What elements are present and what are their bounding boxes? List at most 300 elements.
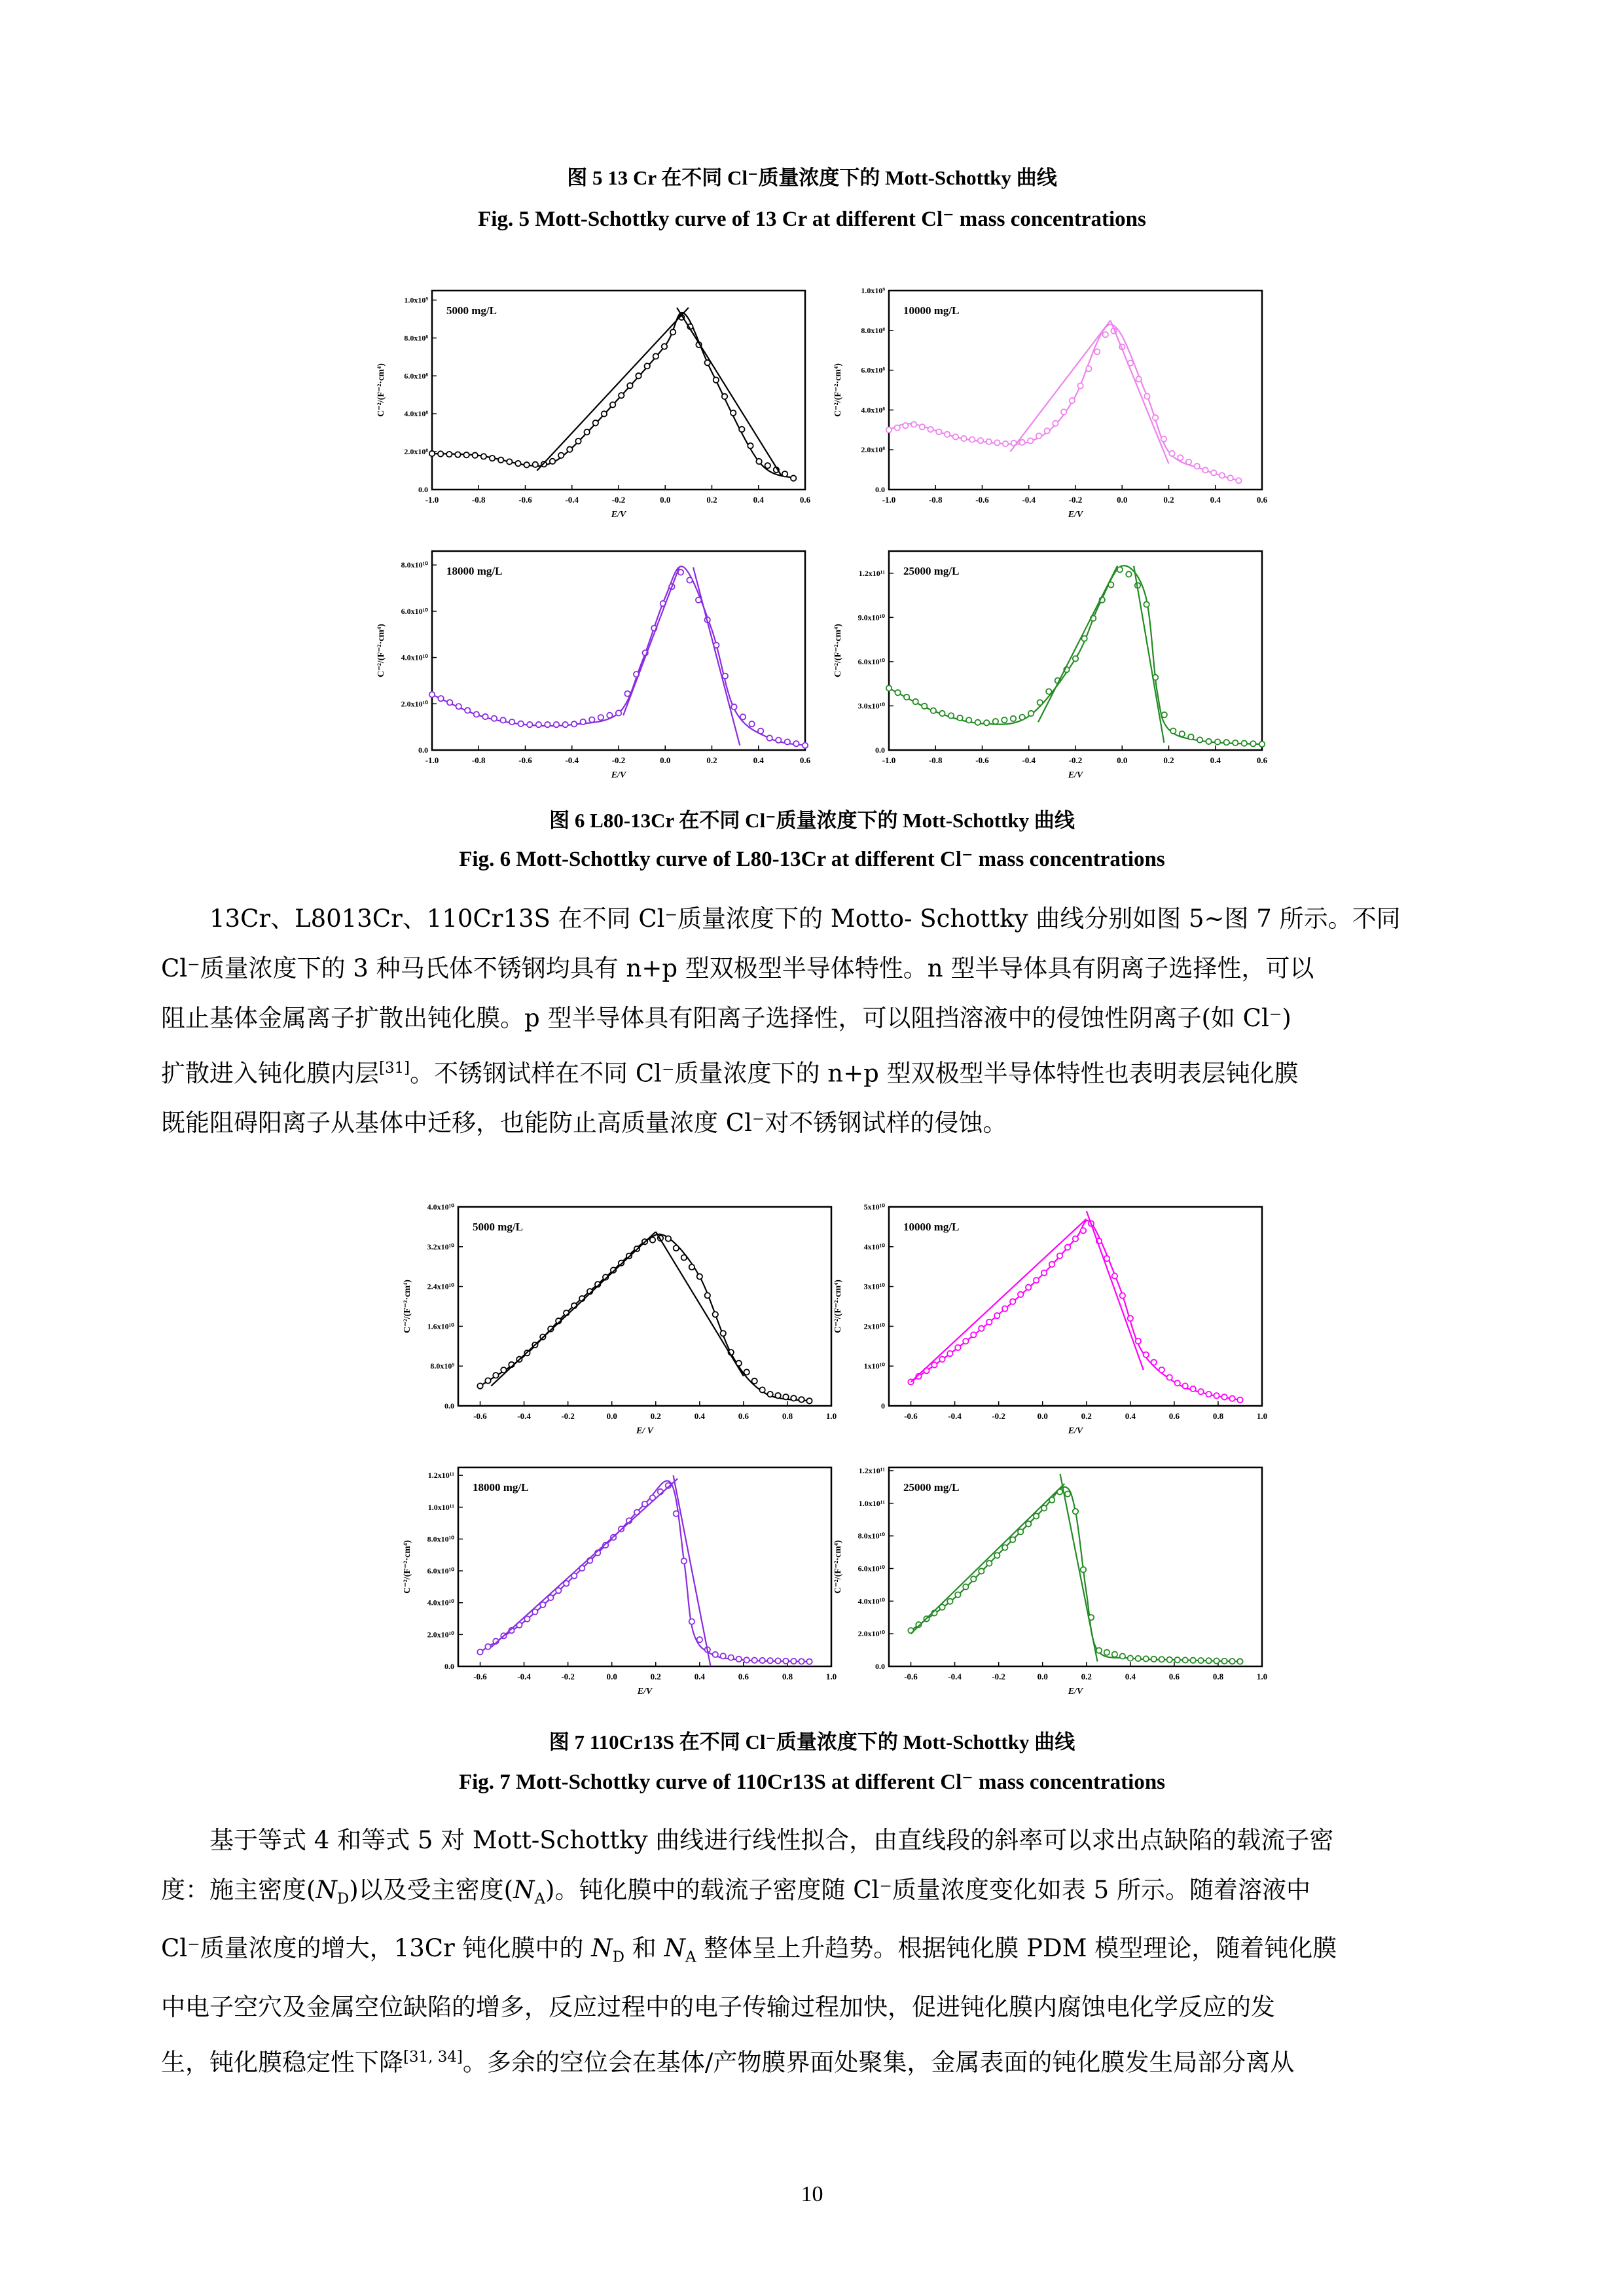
data-point <box>904 694 909 700</box>
data-point <box>945 431 950 437</box>
y-tick-label: 2.0x10¹⁰ <box>427 1630 454 1640</box>
data-point <box>947 1351 952 1356</box>
data-point <box>1169 451 1174 456</box>
citation-31: [31] <box>379 1060 410 1077</box>
fit-line <box>1010 321 1110 452</box>
data-point <box>490 456 495 461</box>
data-point <box>775 1393 780 1398</box>
y-tick-label: 6.0x10⁸ <box>861 365 885 375</box>
data-point <box>681 1255 687 1260</box>
data-point <box>1161 436 1166 441</box>
y-tick-label: 2.0x10¹⁰ <box>401 699 428 709</box>
data-point <box>1144 1656 1149 1661</box>
data-point <box>1011 716 1016 721</box>
y-tick-label: 1.2x10¹¹ <box>858 1465 885 1475</box>
fit-line <box>674 1475 711 1666</box>
data-point <box>1117 567 1123 572</box>
data-point <box>1224 740 1229 745</box>
data-point <box>895 425 900 430</box>
data-point <box>624 691 630 696</box>
y-tick-label: 0.0 <box>418 485 428 494</box>
x-tick-label: -0.6 <box>518 495 532 505</box>
data-point <box>636 373 641 378</box>
paragraph-1-line-1: 13Cr、L8013Cr、110Cr13S 在不同 Cl⁻质量浓度下的 Motto- Schottky 曲线分别如图 5~图 7 所示。不同 <box>209 905 1401 933</box>
paragraph-2 <box>161 1816 1464 2087</box>
data-point <box>895 690 900 695</box>
x-tick-label: -1.0 <box>882 495 896 505</box>
data-point <box>740 714 746 719</box>
data-point <box>1073 656 1078 661</box>
x-tick-label: -0.4 <box>517 1411 531 1421</box>
x-tick-label: -0.6 <box>904 1672 918 1681</box>
data-point <box>1136 1338 1141 1344</box>
data-point <box>799 1397 804 1402</box>
series-curve <box>480 1234 810 1401</box>
data-point <box>485 1378 490 1383</box>
data-point <box>939 711 945 716</box>
x-tick-label: -0.2 <box>992 1411 1005 1421</box>
data-point <box>1237 1659 1242 1664</box>
data-point <box>1002 1545 1007 1550</box>
data-point <box>1237 1397 1242 1403</box>
data-point <box>689 1619 695 1624</box>
x-tick-label: 0.6 <box>1168 1672 1180 1681</box>
x-tick-label: -0.8 <box>471 495 486 505</box>
data-point <box>1002 1306 1007 1311</box>
data-point <box>783 1659 788 1664</box>
data-point <box>1081 1567 1086 1572</box>
data-point <box>931 1362 937 1367</box>
paragraph-2-line-5-text-b: 。多余的空位会在基体/产物膜界面处聚集，金属表面的钝化膜发生局部分离从 <box>462 2048 1295 2077</box>
data-point <box>619 393 624 398</box>
panel-label: 18000 mg/L <box>473 1481 529 1494</box>
x-tick-label: -1.0 <box>882 755 896 765</box>
data-point <box>681 1558 687 1564</box>
x-tick-label: -0.6 <box>975 495 989 505</box>
paragraph-2-line-3-text-a: Cl⁻质量浓度的增大，13Cr 钝化膜中的 <box>161 1934 592 1963</box>
data-point <box>791 1395 796 1401</box>
data-point <box>507 459 512 464</box>
data-point <box>1096 1647 1102 1653</box>
data-point <box>1136 376 1141 382</box>
x-tick-label: -0.4 <box>517 1672 531 1681</box>
data-point <box>1151 1359 1157 1365</box>
data-point <box>1159 1367 1164 1372</box>
data-point <box>791 475 796 480</box>
data-point <box>1159 1657 1164 1662</box>
chart-svg <box>823 281 1275 529</box>
data-point <box>1259 742 1265 747</box>
y-tick-label: 0.0 <box>875 745 885 755</box>
data-point <box>1221 1659 1227 1664</box>
data-point <box>1041 1270 1047 1276</box>
data-point <box>545 722 550 727</box>
data-point <box>1250 741 1255 746</box>
fig6-caption-cn: 图 6 L80-13Cr 在不同 Cl⁻质量浓度下的 Mott-Schottky 曲线 <box>549 809 1075 832</box>
x-tick-label: -0.8 <box>928 755 943 765</box>
y-tick-label: 0.0 <box>875 485 885 494</box>
x-tick-label: 0.4 <box>1210 755 1221 765</box>
data-point <box>666 1236 671 1241</box>
data-point <box>744 1369 749 1374</box>
data-point <box>1081 1228 1086 1233</box>
fig6-caption-en: Fig. 6 Mott-Schottky curve of L80-13Cr at different Cl⁻ mass concentrations <box>459 848 1165 871</box>
symbol-na: N <box>664 1934 685 1963</box>
y-axis-label: C⁻²/(F⁻²·cm⁴) <box>403 1540 412 1594</box>
y-tick-label: 6.0x10¹⁰ <box>427 1566 454 1576</box>
data-point <box>1103 332 1108 337</box>
data-point <box>1151 1657 1157 1662</box>
fig5-caption-cn: 图 5 13 Cr 在不同 Cl⁻质量浓度下的 Mott-Schottky 曲线 <box>567 166 1057 189</box>
paragraph-2-line-2-text-a: 度：施主密度( <box>161 1876 316 1904</box>
x-tick-label: 0.6 <box>1168 1411 1180 1421</box>
x-tick-label: 0.2 <box>1081 1672 1092 1681</box>
y-tick-label: 4.0x10⁸ <box>404 409 428 419</box>
data-point <box>775 1658 780 1663</box>
data-point <box>598 715 604 720</box>
data-point <box>1174 1380 1180 1386</box>
chart-svg <box>393 1198 844 1445</box>
data-point <box>731 410 736 416</box>
data-point <box>1236 478 1241 483</box>
data-point <box>481 454 486 459</box>
data-point <box>518 721 524 726</box>
data-point <box>971 1332 976 1337</box>
data-point <box>955 1592 960 1597</box>
y-tick-label: 1.0x10¹¹ <box>427 1502 454 1512</box>
data-point <box>687 577 692 583</box>
data-point <box>1197 737 1202 742</box>
data-point <box>1242 740 1247 745</box>
paragraph-2-line-3-text-c: 整体呈上升趋势。根据钝化膜 PDM 模型理论，随着钝化膜 <box>696 1934 1337 1963</box>
x-tick-label: 1.0 <box>1256 1672 1268 1681</box>
data-point <box>554 722 559 727</box>
fit-line <box>1110 321 1168 464</box>
fig7-caption-en: Fig. 7 Mott-Schottky curve of 110Cr13S at different Cl⁻ mass concentrations <box>458 1770 1166 1794</box>
x-tick-label: 0.0 <box>1117 755 1128 765</box>
data-point <box>748 443 753 448</box>
symbol-na-subscript: A <box>534 1890 546 1908</box>
data-point <box>1003 441 1008 446</box>
data-point <box>1190 1386 1195 1391</box>
y-tick-label: 8.0x10¹⁰ <box>857 1531 885 1541</box>
data-point <box>971 1576 976 1581</box>
data-point <box>465 708 470 713</box>
data-point <box>1215 739 1220 744</box>
data-point <box>979 1568 984 1573</box>
y-tick-label: 2.4x10¹⁰ <box>427 1282 454 1291</box>
x-tick-label: 0.4 <box>1125 1672 1136 1681</box>
data-point <box>1010 1299 1015 1304</box>
x-tick-label: 0.0 <box>1037 1672 1048 1681</box>
fit-line <box>491 1479 677 1647</box>
data-point <box>1174 1657 1180 1662</box>
symbol-nd: N <box>316 1876 337 1904</box>
data-point <box>1188 734 1193 740</box>
data-point <box>739 427 744 432</box>
data-point <box>1227 475 1233 480</box>
data-point <box>524 462 529 467</box>
data-point <box>1073 1509 1078 1514</box>
data-point <box>713 1652 718 1657</box>
data-point <box>751 1657 757 1662</box>
data-point <box>984 720 989 725</box>
data-point <box>947 1598 952 1604</box>
y-tick-label: 4x10¹⁰ <box>863 1242 885 1251</box>
data-point <box>799 1659 804 1664</box>
panel-label: 10000 mg/L <box>903 304 960 317</box>
x-tick-label: -0.6 <box>975 755 989 765</box>
data-point <box>1178 455 1183 460</box>
plot-frame <box>889 1467 1262 1666</box>
x-tick-label: -0.2 <box>611 495 626 505</box>
data-point <box>1081 636 1087 641</box>
data-point <box>1198 1658 1203 1663</box>
x-tick-label: -0.2 <box>1068 495 1083 505</box>
chart-svg <box>823 1198 1275 1445</box>
data-point <box>744 1657 749 1662</box>
x-tick-label: 0.6 <box>799 755 811 765</box>
x-tick-label: -0.4 <box>565 755 579 765</box>
data-point <box>1070 398 1075 403</box>
data-point <box>1206 1658 1211 1663</box>
data-point <box>767 735 772 740</box>
data-point <box>1053 421 1058 426</box>
data-point <box>1120 1293 1125 1298</box>
x-axis-label: E/V <box>637 1687 653 1696</box>
x-tick-label: 0.6 <box>1256 495 1268 505</box>
x-axis-label: E/V <box>611 770 626 780</box>
page-number: 10 <box>801 2182 823 2206</box>
plot-frame <box>432 291 805 490</box>
y-tick-label: 1.2x10¹¹ <box>858 568 885 578</box>
x-tick-label: 0.2 <box>650 1672 661 1681</box>
x-axis-label: E/ V <box>636 1426 654 1436</box>
x-tick-label: 0.8 <box>782 1672 793 1681</box>
x-tick-label: -0.2 <box>992 1672 1005 1681</box>
x-tick-label: 0.0 <box>1037 1411 1048 1421</box>
y-tick-label: 2x10¹⁰ <box>863 1321 885 1331</box>
data-point <box>993 719 998 724</box>
y-axis-label: C⁻²/(F⁻²·cm⁴) <box>833 624 843 677</box>
data-point <box>455 452 460 457</box>
y-tick-label: 1.2x10¹¹ <box>427 1471 454 1480</box>
data-point <box>722 394 727 399</box>
data-point <box>922 704 927 709</box>
y-tick-label: 0.0 <box>444 1401 454 1410</box>
data-point <box>785 739 790 744</box>
data-point <box>978 438 983 443</box>
data-point <box>438 696 443 701</box>
plot-frame <box>889 291 1262 490</box>
data-point <box>463 452 469 457</box>
y-axis-label: C⁻²/(F⁻²·cm⁴) <box>833 1280 843 1333</box>
data-point <box>447 700 452 705</box>
fit-line <box>911 1219 1087 1382</box>
data-point <box>723 673 728 679</box>
x-axis-label: E/V <box>1068 510 1083 520</box>
chart-svg <box>393 1458 844 1706</box>
y-tick-label: 1.0x10⁹ <box>404 295 428 305</box>
y-tick-label: 4.0x10¹⁰ <box>857 1596 885 1606</box>
data-point <box>939 1357 945 1362</box>
symbol-nd-subscript: D <box>612 1948 625 1966</box>
data-point <box>509 719 514 725</box>
data-point <box>1034 1278 1039 1283</box>
data-point <box>581 719 586 725</box>
x-tick-label: -0.4 <box>948 1411 962 1421</box>
y-tick-label: 0.0 <box>875 1662 885 1671</box>
data-point <box>662 344 667 349</box>
x-tick-label: 0.6 <box>799 495 811 505</box>
fig7-caption-cn: 图 7 110Cr13S 在不同 Cl⁻质量浓度下的 Mott-Schottky 曲线 <box>549 1731 1075 1753</box>
data-point <box>602 411 607 416</box>
y-tick-label: 4.0x10¹⁰ <box>401 653 428 662</box>
data-point <box>1046 689 1051 694</box>
fig5-caption-en: Fig. 5 Mott-Schottky curve of 13 Cr at different Cl⁻ mass concentrations <box>478 207 1146 231</box>
data-point <box>1206 1391 1211 1397</box>
data-point <box>1112 1273 1117 1278</box>
data-point <box>650 1237 655 1242</box>
data-point <box>767 1391 772 1397</box>
x-tick-label: -1.0 <box>425 495 439 505</box>
data-point <box>721 1653 726 1659</box>
symbol-na: N <box>513 1876 535 1904</box>
fit-line <box>491 1232 655 1386</box>
data-point <box>776 738 781 743</box>
data-point <box>500 717 505 723</box>
x-tick-label: -0.6 <box>904 1411 918 1421</box>
x-tick-label: 0.0 <box>660 495 671 505</box>
fit-line <box>656 1232 744 1376</box>
x-tick-label: 0.0 <box>1117 495 1128 505</box>
y-tick-label: 1.0x10¹¹ <box>858 1498 885 1508</box>
x-tick-label: -0.8 <box>928 495 943 505</box>
data-point <box>1182 1657 1187 1662</box>
data-point <box>1186 459 1191 465</box>
data-point <box>986 1560 992 1566</box>
data-point <box>515 461 520 466</box>
x-tick-label: 0.4 <box>753 495 764 505</box>
series-curve <box>911 1221 1240 1400</box>
data-point <box>1166 1657 1172 1662</box>
data-point <box>1214 1658 1219 1663</box>
data-point <box>1036 433 1041 439</box>
chart-svg <box>823 542 1275 789</box>
x-tick-label: -0.2 <box>611 755 626 765</box>
x-tick-label: 0.6 <box>1256 755 1268 765</box>
citation-31-34: [31, 34] <box>403 2048 463 2066</box>
fig6-panel-5000 <box>367 281 818 529</box>
y-tick-label: 3x10¹⁰ <box>863 1282 885 1291</box>
data-point <box>969 437 975 442</box>
x-axis-label: E/V <box>1068 1426 1083 1436</box>
data-point <box>803 743 808 748</box>
y-tick-label: 3.0x10¹⁰ <box>857 701 885 711</box>
data-point <box>920 424 925 429</box>
data-point <box>696 598 701 603</box>
x-tick-label: -0.8 <box>471 755 486 765</box>
x-tick-label: 0.6 <box>738 1411 749 1421</box>
data-point <box>713 1312 718 1317</box>
data-point <box>558 453 564 458</box>
data-point <box>1028 438 1033 443</box>
plot-frame <box>432 551 805 750</box>
data-point <box>575 439 581 444</box>
data-point <box>1136 1656 1141 1661</box>
x-tick-label: -0.4 <box>1022 495 1036 505</box>
fig6-panel-25000 <box>823 542 1275 789</box>
data-point <box>527 722 532 727</box>
x-tick-label: 0.4 <box>1125 1411 1136 1421</box>
data-point <box>1073 1236 1078 1241</box>
data-point <box>765 463 770 468</box>
y-tick-label: 6.0x10⁸ <box>404 371 428 381</box>
data-point <box>729 1655 734 1660</box>
data-point <box>783 1394 788 1399</box>
x-tick-label: 0.4 <box>1210 495 1221 505</box>
data-point <box>966 717 971 723</box>
data-point <box>1195 463 1200 469</box>
fig6-panel-10000 <box>823 281 1275 529</box>
data-point <box>689 1265 695 1270</box>
y-tick-label: 4.0x10¹⁰ <box>427 1598 454 1607</box>
data-point <box>533 462 538 467</box>
chart-svg <box>823 1458 1275 1706</box>
paragraph-2-line-2-text-b: )以及受主密度( <box>349 1876 514 1904</box>
data-point <box>1190 1658 1195 1663</box>
data-point <box>1028 711 1034 716</box>
data-point <box>1229 1396 1235 1401</box>
data-point <box>948 713 954 718</box>
data-point <box>438 451 443 456</box>
fig7-panel-18000 <box>393 1458 844 1706</box>
data-point <box>1019 715 1024 720</box>
paragraph-1-line-4-text-a: 扩散进入钝化膜内层 <box>161 1059 379 1088</box>
data-point <box>1065 1244 1070 1249</box>
data-point <box>1221 1394 1227 1399</box>
data-point <box>456 704 461 709</box>
data-point <box>482 714 488 719</box>
x-tick-label: 1.0 <box>825 1411 837 1421</box>
plot-frame <box>889 551 1262 750</box>
paragraph-2-line-3 <box>161 1924 1464 1982</box>
x-tick-label: 1.0 <box>1256 1411 1268 1421</box>
data-point <box>446 452 452 457</box>
symbol-nd: N <box>591 1934 613 1963</box>
data-point <box>806 1659 812 1664</box>
fig7-panel-25000 <box>823 1458 1275 1706</box>
data-point <box>767 1658 772 1663</box>
y-axis-label: C⁻²/(F⁻²·cm⁴) <box>376 363 386 417</box>
x-tick-label: 0.2 <box>1163 495 1174 505</box>
data-point <box>1018 1529 1023 1534</box>
data-point <box>493 1372 498 1378</box>
x-tick-label: 0.6 <box>738 1672 749 1681</box>
data-point <box>756 459 761 464</box>
fit-line <box>677 308 782 476</box>
data-point <box>1180 731 1185 736</box>
data-point <box>473 452 478 457</box>
data-point <box>1019 440 1024 445</box>
data-point <box>678 569 683 575</box>
data-point <box>1034 1513 1039 1518</box>
data-point <box>1120 1653 1125 1659</box>
chart-svg <box>367 542 818 789</box>
paragraph-2-line-4: 中电子空穴及金属空位缺陷的增多，反应过程中的电子传输过程加快，促进钝化膜内腐蚀电化学反应的发 <box>161 1992 1275 2021</box>
paragraph-1-line-2: Cl⁻质量浓度下的 3 种马氏体不锈钢均具有 n+p 型双极型半导体特性。n 型半导体具有阴离子选择性，可以 <box>161 954 1314 982</box>
x-tick-label: 0.8 <box>1212 1411 1224 1421</box>
